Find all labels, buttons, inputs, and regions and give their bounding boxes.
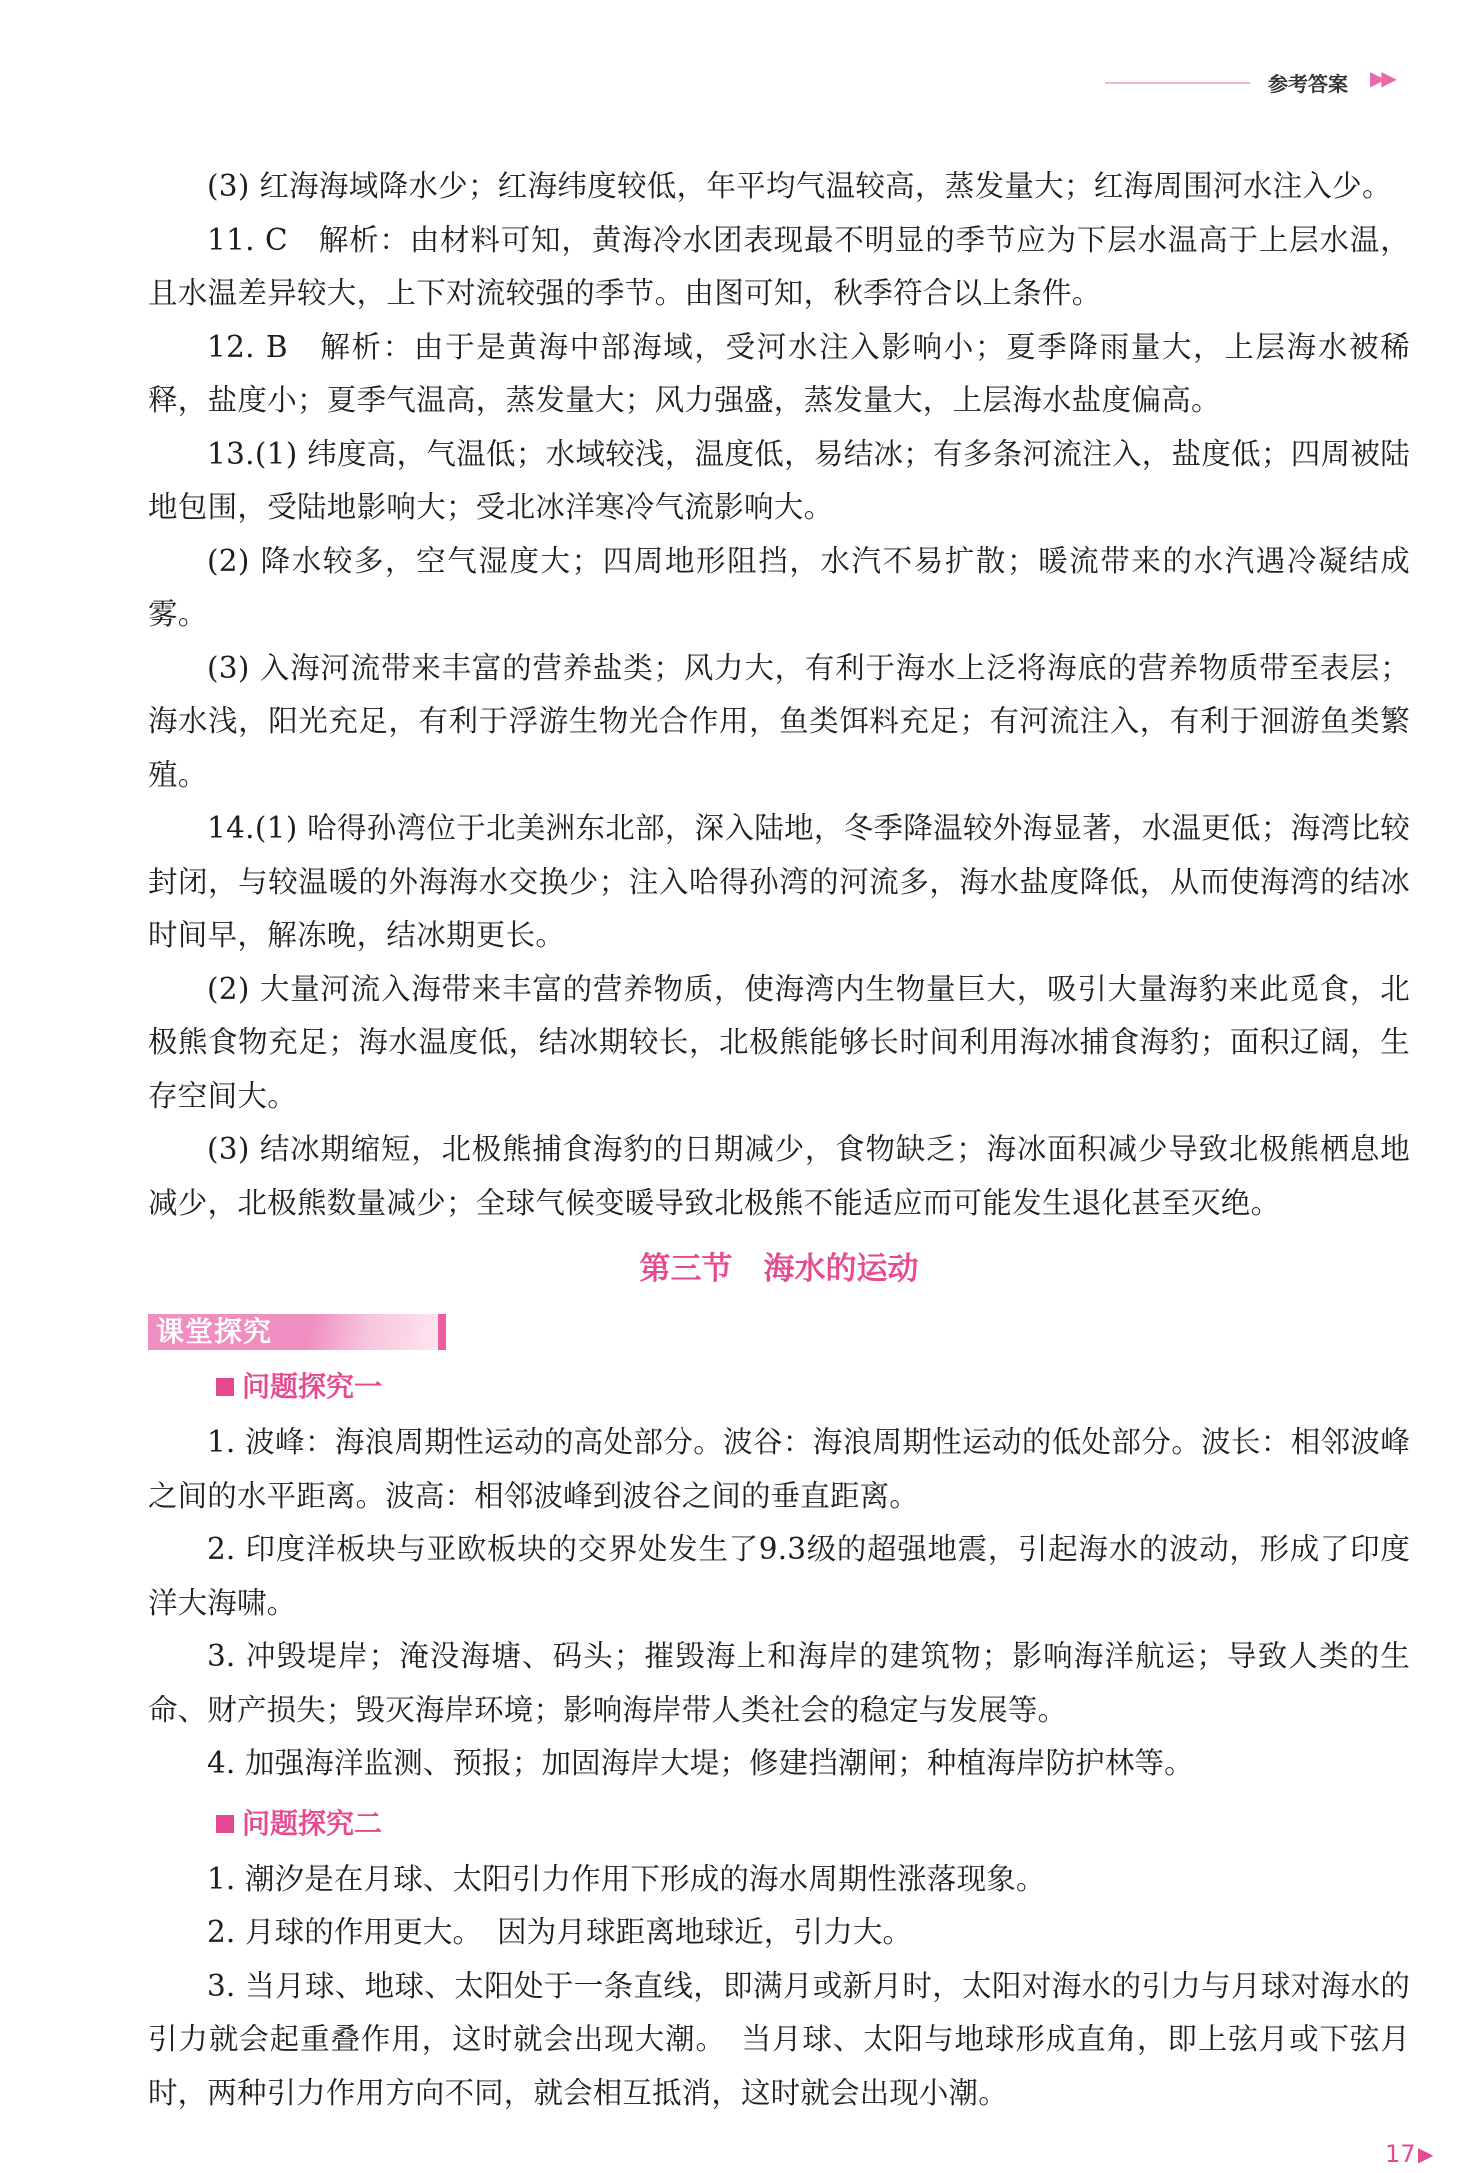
page-arrow-icon: ▶ <box>1418 2142 1434 2166</box>
square-bullet-icon <box>216 1378 234 1396</box>
answer-item: 1. 潮汐是在月球、太阳引力作用下形成的海水周期性涨落现象。 <box>207 1861 1046 1896</box>
header-label: 参考答案 <box>1268 72 1348 96</box>
question-heading-label: 问题探究二 <box>242 1806 383 1840</box>
header-rule <box>1105 82 1250 84</box>
answer-item: 4. 加强海洋监测、预报；加固海岸大堤；修建挡潮闸；种植海岸防护林等。 <box>207 1746 1194 1780</box>
answer-item: 3. 冲毁堤岸；淹没海塘、码头；摧毁海上和海岸的建筑物；影响海洋航运；导致人类的生命、财产损失；毁灭海岸环境；影响海岸带人类社会的稳定与发展等。 <box>148 1639 1410 1727</box>
answer-content <box>148 160 1410 2120</box>
answer-paragraph: (2) 降水较多，空气湿度大；四周地形阻挡，水汽不易扩散；暖流带来的水汽遇冷凝结成雾。 <box>148 543 1410 631</box>
answer-paragraph: (3) 红海海域降水少；红海纬度较低，年平均气温较高，蒸发量大；红海周围河水注入少。 <box>207 169 1392 203</box>
banner-label: 课堂探究 <box>156 1315 273 1348</box>
answer-paragraph: (3) 结冰期缩短，北极熊捕食海豹的日期减少，食物缺乏；海冰面积减少导致北极熊栖息地减少，北极熊数量减少；全球气候变暖导致北极熊不能适应而可能发生退化甚至灭绝。 <box>148 1132 1410 1220</box>
answer-item: 3. 当月球、地球、太阳处于一条直线，即满月或新月时，太阳对海水的引力与月球对海水的引力就会起重叠作用，这时就会出现大潮。 当月球、太阳与地球形成直角，即上弦月或下弦月时，两种引力作用方向不同，就会相互抵消，这时就会出现小潮。 <box>148 1968 1410 2110</box>
section-title: 第三节 海水的运动 <box>639 1251 919 1287</box>
page-header <box>0 62 1469 102</box>
question-heading-2 <box>148 1799 1410 1849</box>
answer-paragraph: 11. C 解析：由材料可知，黄海冷水团表现最不明显的季节应为下层水温高于上层水温，且水温差异较大，上下对流较强的季节。由图可知，秋季符合以上条件。 <box>148 222 1410 310</box>
square-bullet-icon <box>216 1815 234 1833</box>
answer-paragraph: 12. B 解析：由于是黄海中部海域，受河水注入影响小；夏季降雨量大，上层海水被稀释，盐度小；夏季气温高，蒸发量大；风力强盛，蒸发量大，上层海水盐度偏高。 <box>148 329 1410 417</box>
answer-paragraph: 14.(1) 哈得孙湾位于北美洲东北部，深入陆地，冬季降温较外海显著，水温更低；海湾比较封闭，与较温暖的外海海水交换少；注入哈得孙湾的河流多，海水盐度降低，从而使海湾的结冰时间早，解冻晚，结冰期更长。 <box>148 811 1410 952</box>
answer-paragraph: (2) 大量河流入海带来丰富的营养物质，使海湾内生物量巨大，吸引大量海豹来此觅食，北极熊食物充足；海水温度低，结冰期较长，北极熊能够长时间利用海冰捕食海豹；面积辽阔，生存空间大。 <box>148 971 1410 1113</box>
header-arrows-icon: ▶▶ <box>1370 66 1393 90</box>
answer-item: 2. 月球的作用更大。 因为月球距离地球近，引力大。 <box>207 1915 913 1949</box>
answer-item: 1. 波峰：海浪周期性运动的高处部分。波谷：海浪周期性运动的低处部分。波长：相邻波峰之间的水平距离。波高：相邻波峰到波谷之间的垂直距离。 <box>148 1425 1410 1513</box>
page-number: 17 <box>1385 2140 1416 2168</box>
answer-item: 2. 印度洋板块与亚欧板块的交界处发生了9.3级的超强地震，引起海水的波动，形成了印度洋大海啸。 <box>148 1532 1410 1620</box>
question-heading-1 <box>148 1362 1410 1412</box>
answer-paragraph: 13.(1) 纬度高，气温低；水域较浅，温度低，易结冰；有多条河流注入，盐度低；四周被陆地包围，受陆地影响大；受北冰洋寒冷气流影响大。 <box>148 436 1410 524</box>
banner-accent-bar <box>438 1314 446 1350</box>
classroom-banner <box>148 1314 448 1354</box>
question-heading-label: 问题探究一 <box>242 1370 383 1403</box>
answer-paragraph: (3) 入海河流带来丰富的营养盐类；风力大，有利于海水上泛将海底的营养物质带至表层；海水浅，阳光充足，有利于浮游生物光合作用，鱼类饵料充足；有河流注入，有利于洄游鱼类繁殖。 <box>148 650 1410 792</box>
